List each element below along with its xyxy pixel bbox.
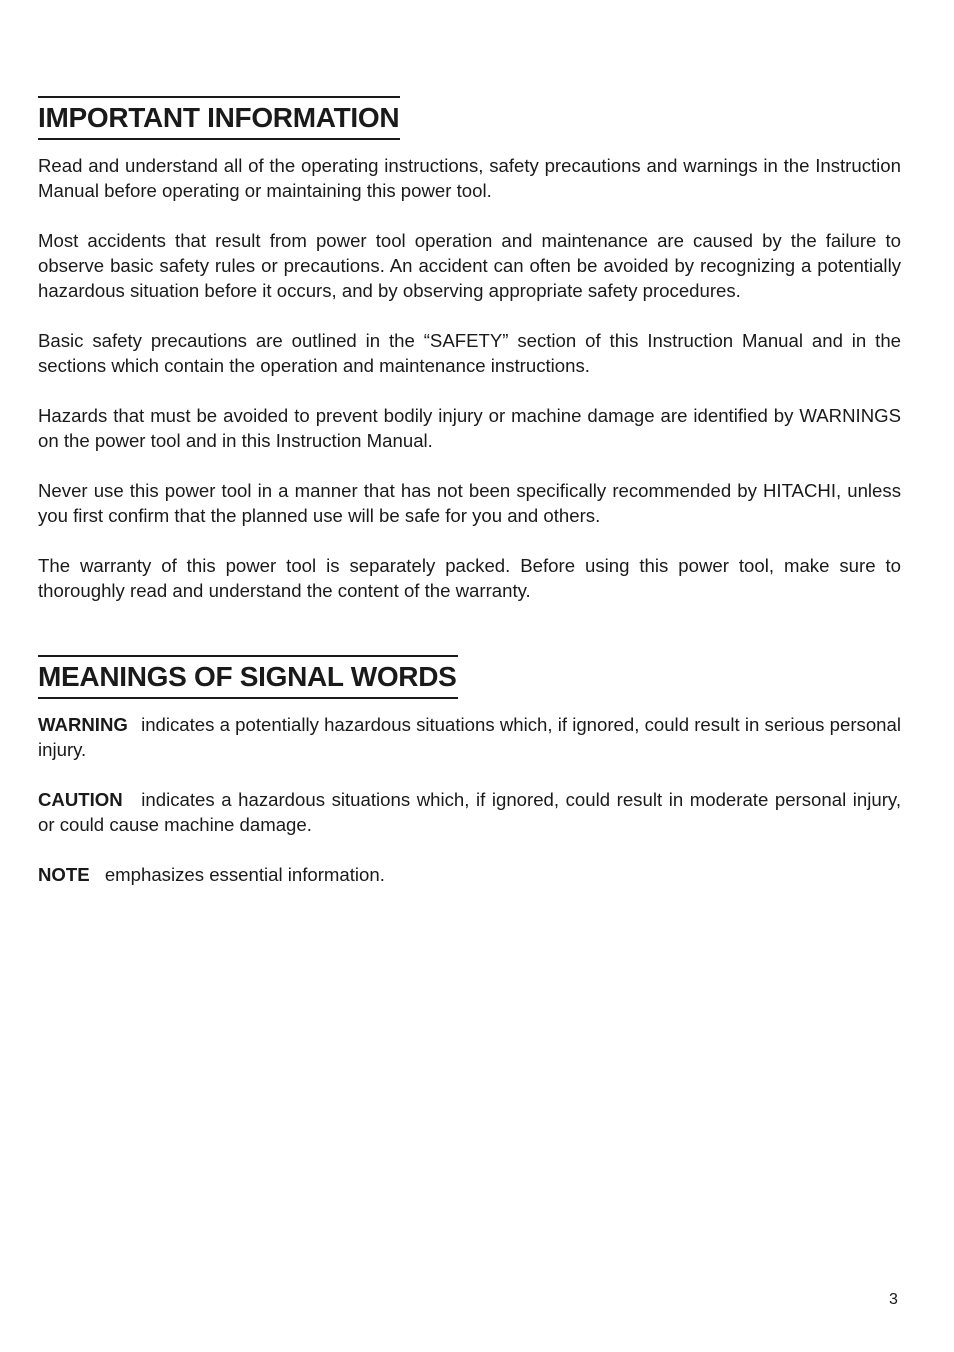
paragraph: Most accidents that result from power tool operation and maintenance are caused by the failure to observe basic safety rules or precautions. An accident can often be avoided by recognizing a potentially hazardous situation before it occurs, and by observing appropriate safety procedures. [38, 230, 901, 301]
manual-page [38, 96, 901, 887]
page-number: 3 [889, 1291, 898, 1308]
important-information-heading: IMPORTANT INFORMATION [38, 96, 400, 140]
signal-word-item [38, 712, 901, 762]
paragraph: Hazards that must be avoided to prevent bodily injury or machine damage are identified by WARNINGS on the power tool and in this Instruction Manual. [38, 405, 901, 451]
signal-word-term: CAUTION [38, 789, 123, 810]
paragraph: Never use this power tool in a manner that has not been specifically recommended by HITACHI, unless you first confirm that the planned use will be safe for you and others. [38, 480, 901, 526]
signal-word-definition: emphasizes essential information. [104, 864, 385, 885]
paragraph: Read and understand all of the operating instructions, safety precautions and warnings in the Instruction Manual before operating or maintaining this power tool. [38, 155, 901, 201]
paragraph: Basic safety precautions are outlined in the “SAFETY” section of this Instruction Manual and in the sections which contain the operation and maintenance instructions. [38, 330, 901, 376]
signal-word-definition: indicates a potentially hazardous situations which, if ignored, could result in serious personal injury. [38, 714, 901, 760]
signal-word-item [38, 862, 901, 887]
paragraph: The warranty of this power tool is separately packed. Before using this power tool, make sure to thoroughly read and understand the content of the warranty. [38, 555, 901, 601]
signal-word-term: NOTE [38, 864, 90, 885]
signal-words-heading: MEANINGS OF SIGNAL WORDS [38, 655, 458, 699]
signal-word-definition: indicates a hazardous situations which, if ignored, could result in moderate personal injury, or could cause machine damage. [38, 789, 901, 835]
signal-words-list [38, 712, 901, 887]
important-information-body [38, 153, 901, 603]
signal-word-term: WARNING [38, 714, 128, 735]
signal-word-item [38, 787, 901, 837]
